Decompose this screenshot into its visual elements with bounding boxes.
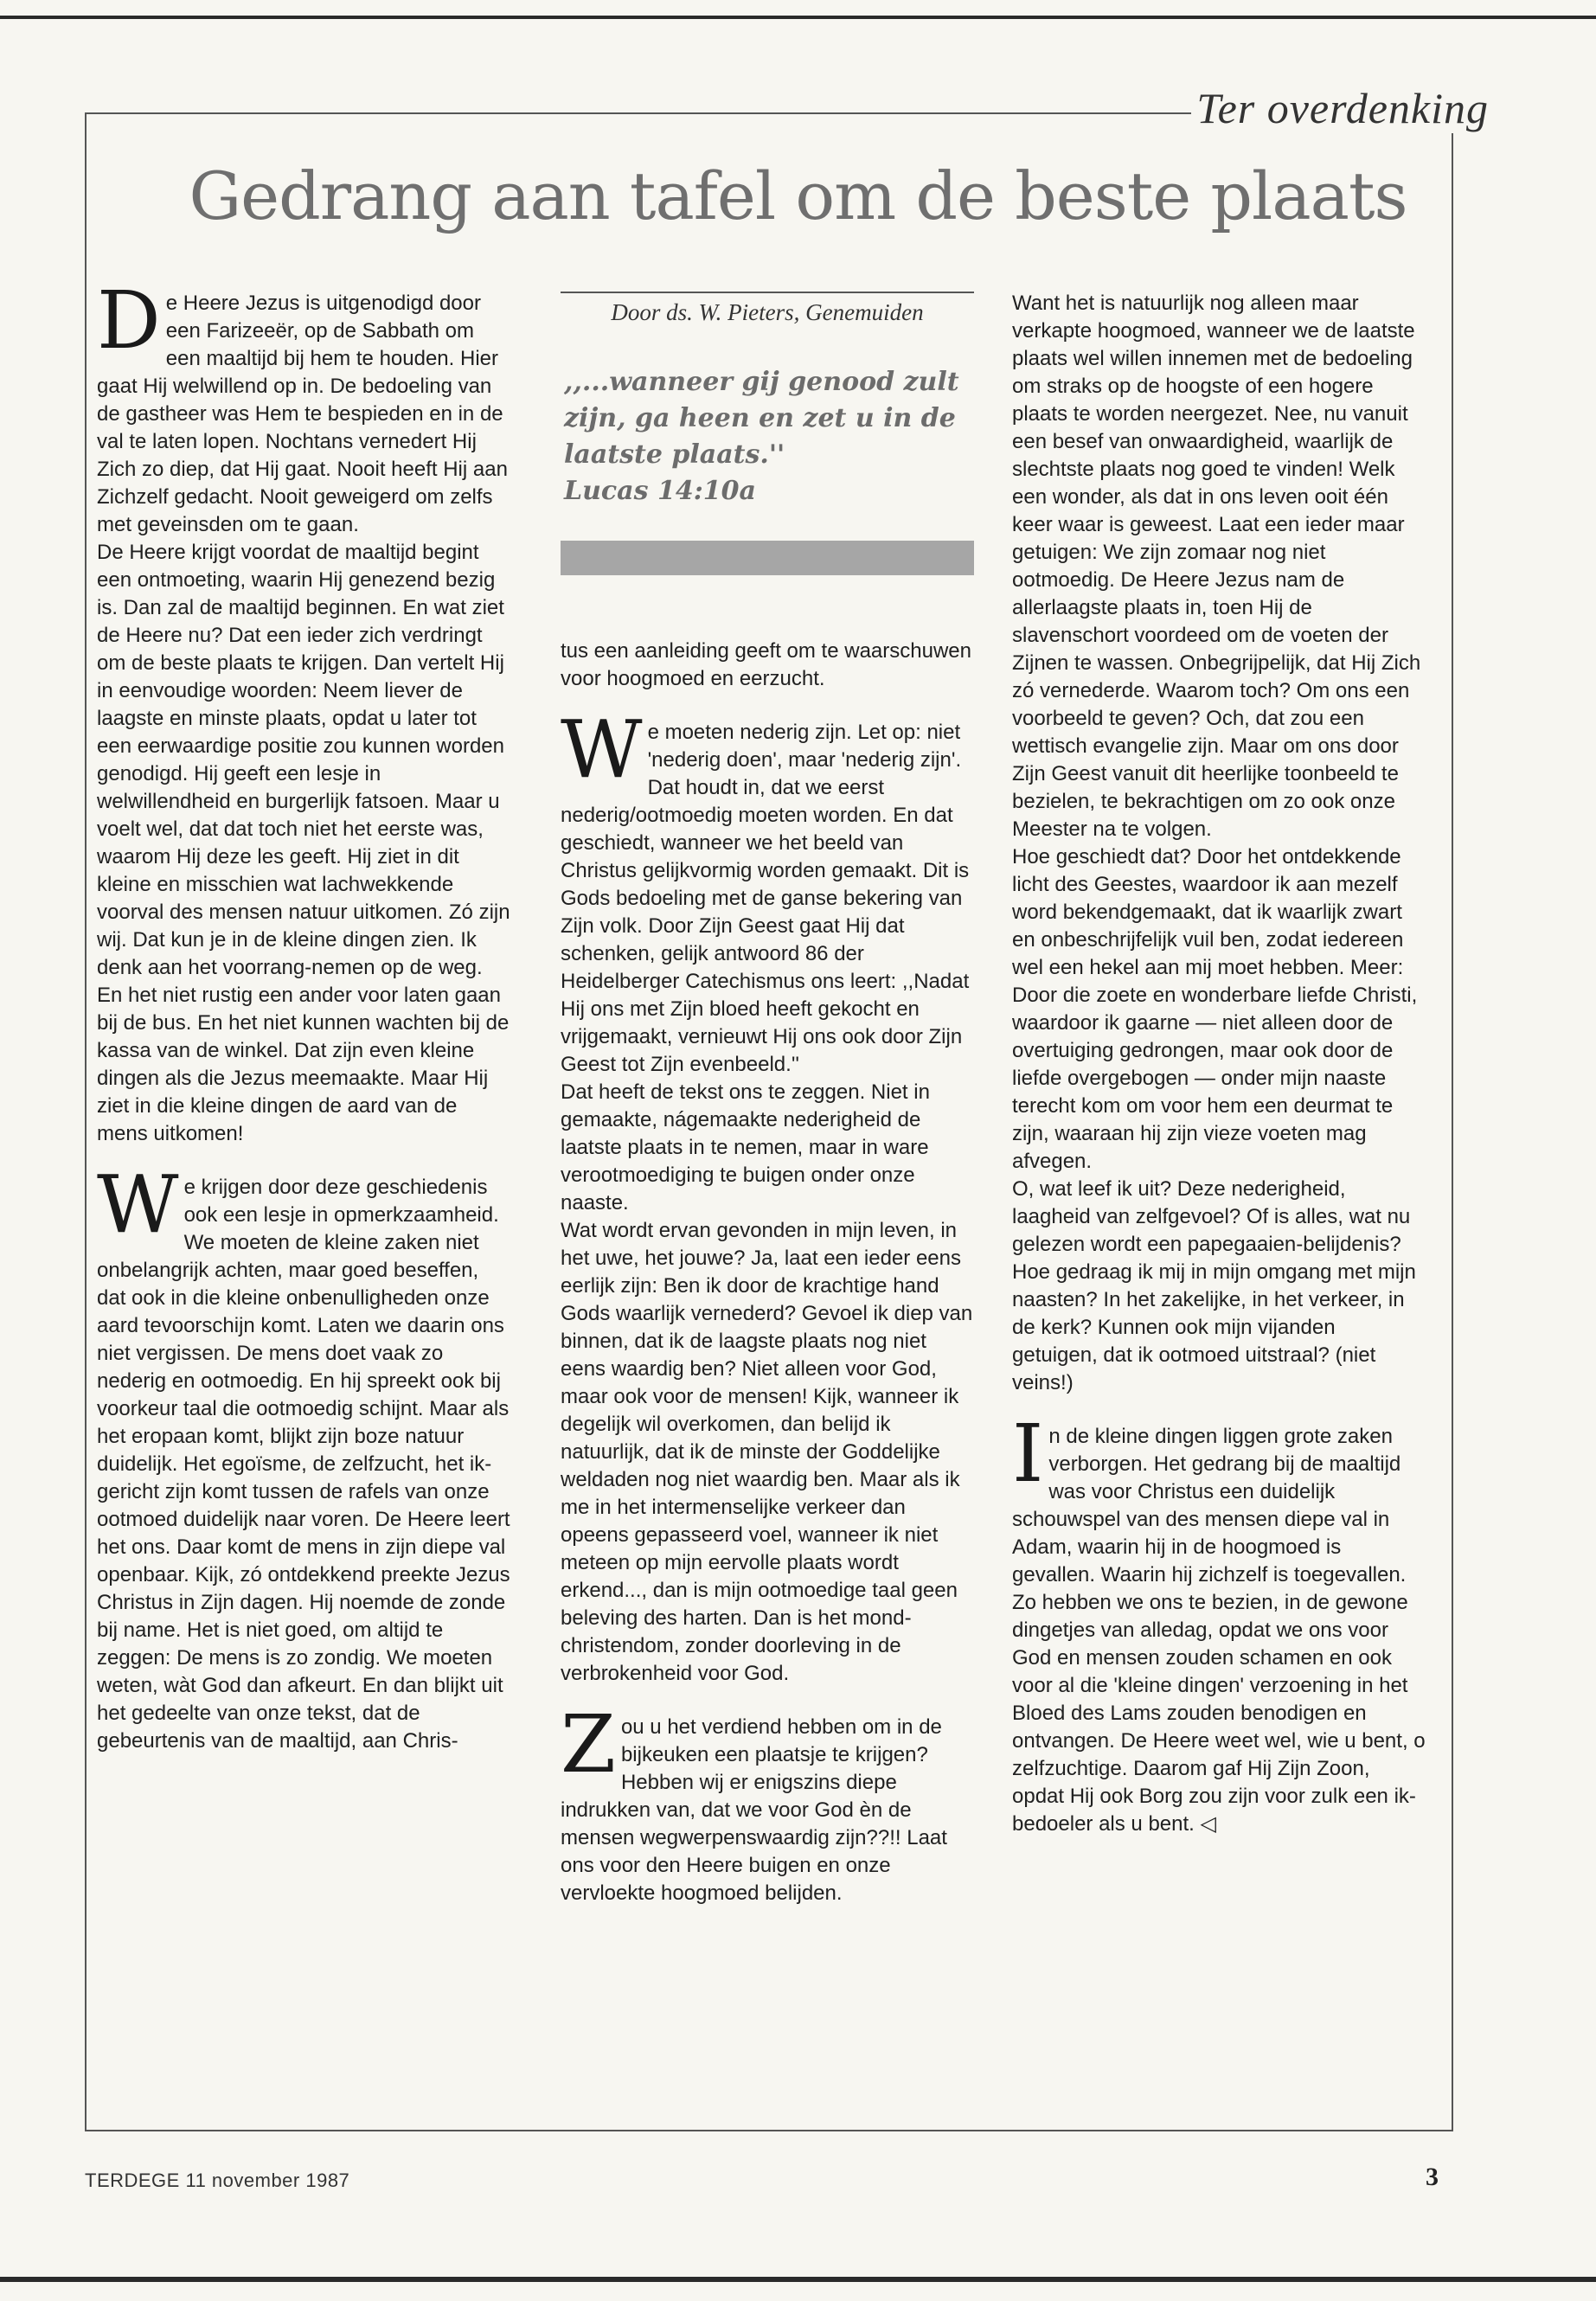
paragraph: Want het is natuurlijk nog alleen maar verkapte hoogmoed, wanneer we de laatste plaats wel willen innemen met de bedoeling om straks op de hoogste of een hogere plaats te worden neergezet. Nee, nu vanuit een besef van onwaardigheid, waarlijk de slechtste plaats nog goed te vinden! Welk een wonder, als dat in ons leven ooit één keer waar is geweest. Laat een ieder maar getuigen: We zijn zomaar nog niet ootmoedig. De Heere Jezus nam de allerlaagste plaats in, toen Hij de slavenschort voordeed om de voeten der Zijnen te wassen. Onbegrijpelijk, dat Hij Zich zó vernederde. Waarom toch? Om ons een voorbeeld te geven? Och, dat zou een wettisch evangelie zijn. Maar om ons door Zijn Geest vanuit dit heerlijke toonbeeld te bezielen, te bekrachtigen om zo ook onze Meester na te volgen. Hoe geschiedt dat? Door het ontdekkende licht des Geestes, waardoor ik aan mezelf word bekendgemaakt, dat ik waarlijk zwart en onbeschrijfelijk vuil ben, zodat iedereen wel een hekel aan mij moet hebben. Meer: Door die zoete en wonderbare liefde Christi, waardoor ik gaarne — niet alleen door de overtuiging gedrongen, maar ook door de liefde overgebogen — onder mijn naaste terecht kom om voor hem een deurmat te zijn, waaraan hij zijn vieze voeten mag afvegen. O, wat leef ik uit? Deze nederigheid, laagheid van zelfgevoel? Of is alles, wat nu gelezen wordt een papegaaien-belijdenis? Hoe gedraag ik mij in mijn omgang met mijn naasten? In het zakelijke, in het verkeer, in de kerk? Kunnen ook mijn vijanden getuigen, dat ik ootmoed uitstraal? (niet veins!) [1012,292,1421,1394]
quote-reference: Lucas 14:10a [564,476,756,506]
page-number: 3 [1426,2163,1439,2191]
column-2 [561,298,974,1933]
bottom-rule [0,2277,1596,2282]
column-3 [1012,290,1426,1864]
drop-cap: D [97,274,161,367]
paragraph: We krijgen door deze geschiedenis ook een lesje in opmerkzaamheid. We moeten de kleine zaken niet onbelangrijk achten, maar goed beseffen, dat ook in die kleine onbenulligheden onze aard tevoorschijn komt. Laten we daarin ons niet vergissen. De mens doet vaak zo nederig en ootmoedig. En hij spreekt ook bij voorkeur taal die ootmoedig schijnt. Maar als het eropaan komt, blijkt zijn boze natuur duidelijk. Het egoïsme, de zelfzucht, het ik-gericht zijn komt tussen de rafels van onze ootmoed duidelijk naar voren. De Heere leert het ons. Daar komt de mens in zijn diepe val openbaar. Kijk, zó ontdekkend preekte Jezus Christus in Zijn dagen. Hij noemde de zonde bij name. Het is niet goed, om altijd te zeggen: De mens is zo zondig. We moeten weten, wàt God dan afkeurt. En dan blijkt uit het gedeelte van onze tekst, dat de gebeurtenis van de maaltijd, aan Chris- [97,1158,510,1753]
top-rule [0,16,1596,19]
section-label: Ter overdenking [1191,83,1494,133]
drop-cap: I [1012,1407,1044,1500]
quote-bar [561,541,974,575]
publication-footer: TERDEGE 11 november 1987 [85,2170,350,2191]
drop-cap: W [97,1158,179,1251]
paragraph: In de kleine dingen liggen grote zaken verborgen. Het gedrang bij de maaltijd was voor Christus een duidelijk schouwspel van des mensen diepe val in Adam, waarin hij in de hoogmoed is gevallen. Waarin hij zichzelf is toegevallen. Zo hebben we ons te bezien, in de gewone dingetjes van alledag, opdat we ons voor God en mensen zouden schamen en ook voor al die 'kleine dingen' verzoening in het Bloed des Lams zouden benodigen en ontvangen. De Heere weet wel, wie u bent, o zelfzuchtige. Daarom gaf Hij Zijn Zoon, opdat Hij ook Borg zou zijn voor zulk een ik-bedoeler als u bent. ◁ [1012,1407,1426,1836]
paragraph: We moeten nederig zijn. Let op: niet 'nederig doen', maar 'nederig zijn'. Dat houdt in, dat we eerst nederig/ootmoedig moeten worden. En dat geschiedt, wanneer we het beeld van Christus gelijkvormig worden gemaakt. Dit is Gods bedoeling met de ganse bekering van Zijn volk. Door Zijn Geest gaat Hij dat schenken, gelijk antwoord 86 der Heidelberger Catechismus ons leert: ,,Nadat Hij ons met Zijn bloed heeft gekocht en vrijgemaakt, vernieuwt Hij ons ook door Zijn Geest tot Zijn evenbeeld.'' Dat heeft de tekst ons te zeggen. Niet in gemaakte, nágemaakte nederigheid de laatste plaats in te nemen, maar in ware verootmoediging te buigen onder onze naaste. Wat wordt ervan gevonden in mijn leven, in het uwe, het jouwe? Ja, laat een ieder eens eerlijk zijn: Ben ik door de krachtige hand Gods waarlijk vernederd? Gevoel ik diep van binnen, dat ik de laagste plaats nog niet eens waardig ben? Niet alleen voor God, maar ook voor de mensen! Kijk, wanneer ik degelijk wil overkomen, dan belijd ik natuurlijk, dat ik de minste der Goddelijke weldaden nog niet waardig ben. Maar als ik me in het intermenselijke verkeer dan opeens gepasseerd voel, wanneer ik niet meteen op mijn eervolle plaats wordt erkend..., dan is mijn ootmoedige taal geen beleving des harten. Dan is het mond-christendom, zonder doorleving in de verbrokenheid voor God. [561,703,973,1685]
byline: Door ds. W. Pieters, Genemuiden [561,292,974,326]
article-title: Gedrang aan tafel om de beste plaats [189,157,1407,234]
paragraph: Zou u het verdiend hebben om in de bijkeuken een plaatsje te krijgen? Hebben wij er enigszins diepe indrukken van, dat we voor God èn de mensen wegwerpenswaardig zijn??!! Laat ons voor den Heere buigen en onze vervloekte hoogmoed belijden. [561,1698,947,1905]
drop-cap: Z [561,1698,616,1791]
drop-cap: W [561,703,643,796]
pull-quote: ,,...wanneer gij genood zult zijn, ga heen en zet u in de laatste plaats.'' Lucas 14:10a [564,364,974,510]
column-1 [97,274,510,1781]
paragraph: tus een aanleiding geeft om te waarschuwen voor hoogmoed en eerzucht. [561,639,971,690]
paragraph: De Heere Jezus is uitgenodigd door een Farizeeër, op de Sabbath om een maaltijd bij hem te houden. Hier gaat Hij welwillend op in. De bedoeling van de gastheer was Hem te bespieden en in de val te laten lopen. Nochtans vernedert Hij Zich zo diep, dat Hij gaat. Nooit heeft Hij aan Zichzelf gedacht. Nooit geweigerd om zelfs met geveinsden om te gaan. De Heere krijgt voordat de maaltijd begint een ontmoeting, waarin Hij genezend bezig is. Dan zal de maaltijd beginnen. En wat ziet de Heere nu? Dat een ieder zich verdringt om de beste plaats te krijgen. Dan vertelt Hij in eenvoudige woorden: Neem liever de laagste en minste plaats, opdat u later tot een eerwaardige positie zou kunnen worden genodigd. Hij geeft een lesje in welwillendheid en burgerlijk fatsoen. Maar u voelt wel, dat dat toch niet het eerste was, waarom Hij deze les geeft. Hij ziet in dit kleine en misschien wat lachwekkende voorval des mensen natuur uitkomen. Zó zijn wij. Dat kun je in de kleine dingen zien. Ik denk aan het voorrang-nemen op de weg. En het niet rustig een ander voor laten gaan bij de bus. En het niet kunnen wachten bij de kassa van de winkel. Dat zijn even kleine dingen als die Jezus meemaakte. Maar Hij ziet in die kleine dingen de aard van de mens uitkomen! [97,274,510,1145]
